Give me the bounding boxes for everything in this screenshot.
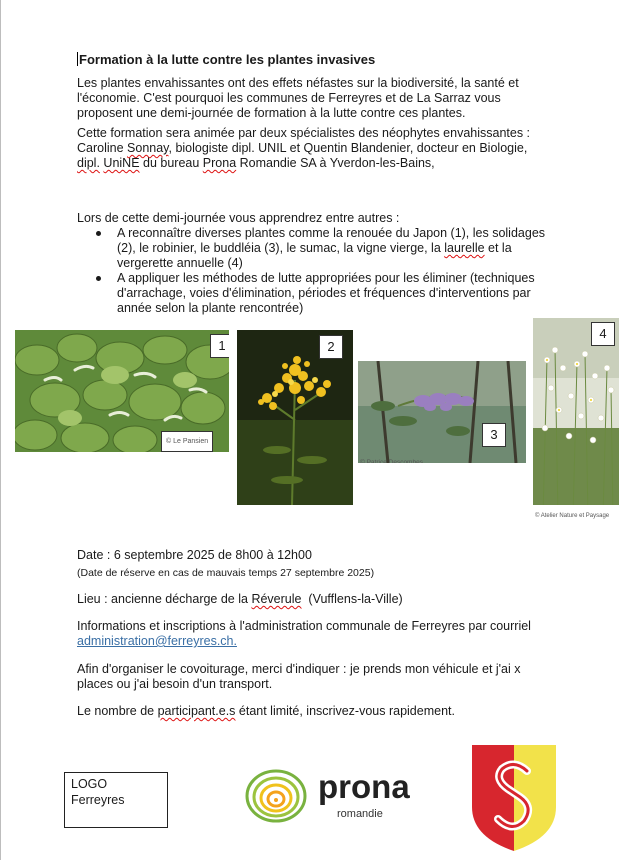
logo-placeholder: [64, 772, 168, 828]
photo-credit: © Le Pansien: [161, 431, 213, 452]
prona-name: prona: [318, 768, 410, 805]
limit-paragraph: Le nombre de participant.e.s étant limité, inscrivez-vous rapidement.: [77, 704, 455, 718]
reserve-date: (Date de réserve en cas de mauvais temps 27 septembre 2025): [77, 567, 375, 579]
photo-knotweed: [15, 330, 229, 452]
prona-logo: [244, 765, 424, 827]
photo-number: 1: [210, 334, 229, 358]
logo-label: LOGO: [71, 777, 108, 791]
info-paragraph: Informations et inscriptions à l'administration communale de Ferreyres par courriel administration@ferreyres.ch.: [77, 619, 531, 648]
prona-subtitle: romandie: [337, 808, 383, 820]
photo-goldenrod: [237, 330, 353, 505]
buddleia-image: [358, 361, 526, 463]
email-link[interactable]: administration@ferreyres.ch.: [77, 634, 237, 648]
photo-credit: © Atelier Nature et Paysage: [535, 513, 610, 519]
bullet-icon: [96, 231, 101, 236]
intro-paragraph: Les plantes envahissantes ont des effets néfastes sur la biodiversité, la santé et l'économie. C'est pourquoi les communes de Ferreyres et de La Sarraz vous proposent une demi-journée de formation à la lutte contre ces plantes.: [77, 76, 519, 120]
carpool-paragraph: Afin d'organiser le covoiturage, merci d'indiquer : je prends mon véhicule et j'ai x places ou j'ai besoin d'un transport.: [77, 662, 521, 691]
photo-number: 4: [591, 322, 615, 346]
photo-fleabane: [533, 318, 619, 519]
list-item: A appliquer les méthodes de lutte appropriées pour les éliminer (techniques d'arrachage, voies d'élimination, périodes et fréquences d'interventions par année selon la plante rencontrée): [77, 271, 547, 316]
bullet-icon: [96, 276, 101, 281]
list-item: A reconnaître diverses plantes comme la renouée du Japon (1), les solidages (2), le robinier, le buddléia (3), le sumac, la vigne vierge, la laurelle et la vergerette annuelle (4): [77, 226, 547, 271]
learn-intro: Lors de cette demi-journée vous apprendrez entre autres :: [77, 211, 400, 225]
photo-buddleia: [358, 361, 526, 463]
document-title: [77, 52, 547, 67]
fleabane-image: [533, 318, 619, 519]
event-date: Date : 6 septembre 2025 de 8h00 à 12h00: [77, 548, 312, 562]
trainers-paragraph: Cette formation sera animée par deux spécialistes des néophytes envahissantes : Caroline Sonnay, biologiste dipl. UNIL et Quentin Blandenier, docteur en Biologie, dipl. UniNE du bureau Prona Romandie SA à Yverdon-les-Bains,: [77, 126, 531, 170]
photo-credit: © Patrice Descombes: [360, 459, 423, 463]
photo-number: 2: [319, 335, 343, 359]
learn-list: [77, 226, 547, 316]
photo-number: 3: [482, 423, 506, 447]
prona-rings-icon: [244, 767, 308, 825]
title-text: Formation à la lutte contre les plantes invasives: [79, 52, 376, 67]
event-location: Lieu : ancienne décharge de la Réverule (Vufflens-la-Ville): [77, 592, 403, 606]
page-edge: [0, 0, 1, 860]
logo-commune: Ferreyres: [71, 793, 125, 807]
commune-crest-icon: [472, 745, 556, 851]
text-cursor: [77, 52, 78, 66]
